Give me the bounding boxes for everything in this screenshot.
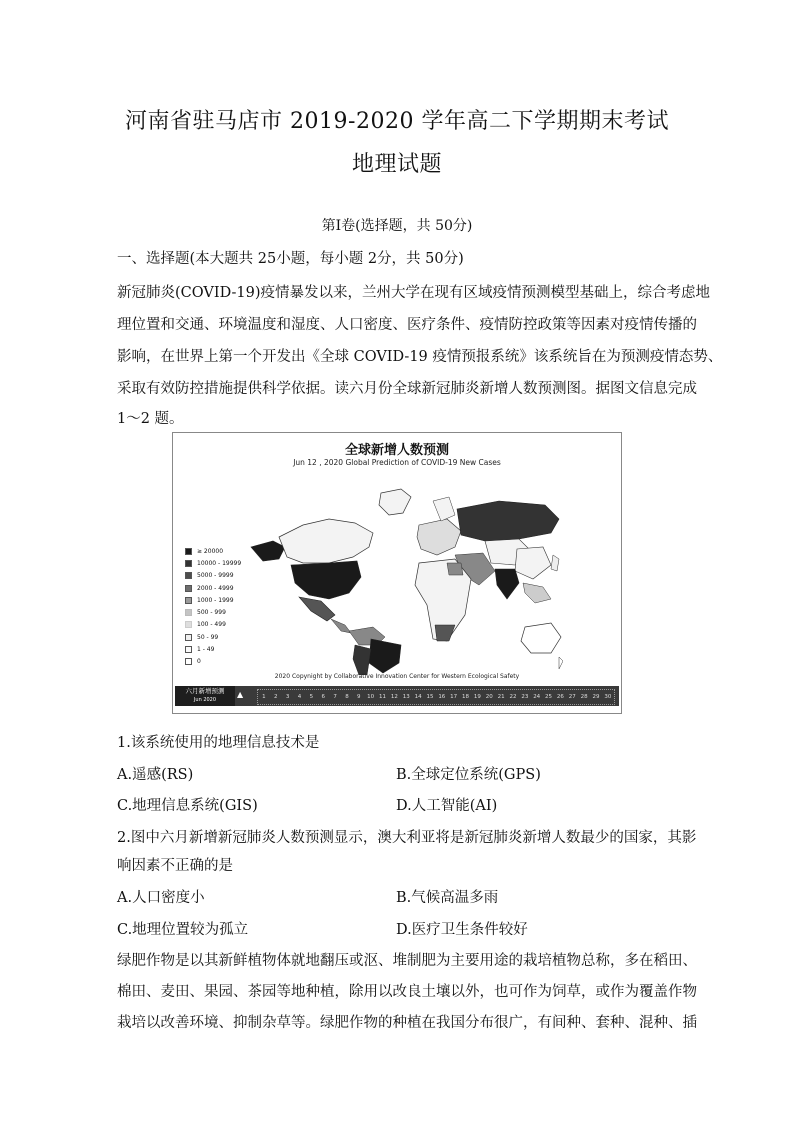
- map-china: [515, 547, 551, 579]
- legend-swatch: [185, 621, 192, 628]
- figure-title: 全球新增人数预测: [344, 443, 449, 458]
- legend-swatch: [185, 646, 192, 653]
- map-india: [495, 569, 519, 599]
- timeline-day[interactable]: 21: [497, 694, 505, 700]
- option-a[interactable]: A.遥感(RS): [117, 767, 194, 783]
- map-usa: [291, 561, 361, 599]
- timeline-day[interactable]: 7: [333, 694, 337, 700]
- map-canada: [279, 519, 373, 563]
- map-alaska: [251, 541, 285, 561]
- option-c[interactable]: C.地理位置较为孤立: [117, 922, 249, 938]
- timeline-label: [175, 686, 235, 706]
- legend-label: 0: [197, 658, 201, 666]
- question-stem: 2.图中六月新增新冠肺炎人数预测显示，澳大利亚将是新冠肺炎新增人数最少的国家，其影: [117, 830, 697, 846]
- timeline-day[interactable]: 4: [297, 694, 302, 700]
- legend-label: 100 - 499: [197, 621, 226, 629]
- intro-line: 采取有效防控措施提供科学依据。读六月份全球新冠肺炎新增人数预测图。据图文信息完成: [117, 381, 697, 397]
- legend-swatch: [185, 548, 192, 555]
- map-russia: [457, 501, 559, 541]
- intro-line: 影响，在世界上第一个开发出《全球 COVID-19 疫情预报系统》该系统旨在为预测疫情态势、: [117, 349, 723, 365]
- passage-line: 绿肥作物是以其新鲜植物体就地翻压或沤、堆制肥为主要用途的栽培植物总称，多在稻田、: [117, 953, 697, 969]
- legend-label: 1000 - 1999: [197, 596, 234, 604]
- map-japan: [551, 555, 559, 571]
- timeline-day[interactable]: 8: [345, 694, 349, 700]
- passage-line: 棉田、麦田、果园、茶园等地种植，除用以改良土壤以外，也可作为饲草，或作为覆盖作物: [117, 984, 697, 1000]
- option-d[interactable]: D.医疗卫生条件较好: [396, 922, 528, 938]
- option-b[interactable]: B.全球定位系统(GPS): [396, 767, 541, 783]
- timeline-day[interactable]: 2: [274, 694, 278, 700]
- legend-item: [185, 631, 241, 643]
- timeline-day[interactable]: 27: [568, 694, 576, 700]
- map-greenland: [379, 489, 411, 515]
- timeline-title: 六月新增预测: [185, 687, 225, 695]
- timeline-day[interactable]: 25: [545, 694, 553, 700]
- timeline-day[interactable]: 24: [533, 694, 541, 700]
- figure-subtitle: Jun 12 , 2020 Global Prediction of COVID-19 New Cases: [293, 458, 501, 467]
- timeline-bar[interactable]: [175, 686, 619, 706]
- legend-swatch: [185, 634, 192, 641]
- legend-item: [185, 643, 241, 655]
- legend-swatch: [185, 658, 192, 665]
- legend-item: [185, 594, 241, 606]
- timeline-day[interactable]: 18: [462, 694, 470, 700]
- map-mexico: [299, 597, 335, 621]
- option-a[interactable]: A.人口密度小: [117, 890, 205, 906]
- legend-item: [185, 656, 241, 668]
- intro-line: 1～2 题。: [117, 411, 184, 427]
- legend-label: 2000 - 4999: [197, 584, 234, 592]
- map-southeast-asia: [523, 583, 551, 603]
- map-south-africa: [435, 625, 455, 641]
- timeline-day[interactable]: 13: [402, 694, 410, 700]
- timeline-day[interactable]: 11: [379, 694, 387, 700]
- timeline-day[interactable]: 20: [485, 694, 493, 700]
- intro-line: 新冠肺炎(COVID-19)疫情暴发以来，兰州大学在现有区域疫情预测模型基础上，综合考虑地: [117, 285, 710, 301]
- timeline-day[interactable]: 19: [473, 694, 481, 700]
- timeline-day[interactable]: 12: [390, 694, 398, 700]
- world-map: [233, 475, 563, 675]
- timeline-day[interactable]: 29: [592, 694, 600, 700]
- timeline-days[interactable]: [257, 689, 615, 705]
- map-central-america: [331, 619, 351, 633]
- question-stem: 1.该系统使用的地理信息技术是: [117, 735, 320, 751]
- figure-copyright: 2020 Copynight by Collaborative Innovation Center for Western Ecological Safety: [274, 673, 520, 680]
- timeline-day[interactable]: 22: [509, 694, 517, 700]
- legend-item: [185, 545, 241, 557]
- option-b[interactable]: B.气候高温多雨: [396, 890, 499, 906]
- legend-label: 5000 - 9999: [197, 572, 234, 580]
- legend-swatch: [185, 572, 192, 579]
- option-c[interactable]: C.地理信息系统(GIS): [117, 798, 258, 814]
- play-icon[interactable]: ▲: [237, 690, 244, 699]
- map-australia: [521, 623, 561, 653]
- timeline-day[interactable]: 16: [438, 694, 446, 700]
- timeline-day[interactable]: 14: [414, 694, 422, 700]
- timeline-day[interactable]: 5: [309, 694, 314, 700]
- passage-line: 栽培以改善环境、抑制杂草等。绿肥作物的种植在我国分布很广，有间种、套种、混种、插: [117, 1015, 697, 1031]
- map-new-zealand: [559, 657, 563, 669]
- legend-label: 1 - 49: [197, 646, 215, 654]
- legend-label: 50 - 99: [197, 633, 219, 641]
- legend-item: [185, 557, 241, 569]
- map-europe: [417, 519, 461, 555]
- timeline-day[interactable]: 9: [357, 694, 361, 700]
- map-legend: [185, 545, 241, 668]
- section-heading: 第Ⅰ卷(选择题，共 50分): [321, 218, 473, 234]
- timeline-day[interactable]: 30: [604, 694, 612, 700]
- legend-item: [185, 570, 241, 582]
- legend-item: [185, 619, 241, 631]
- option-d[interactable]: D.人工智能(AI): [396, 798, 498, 814]
- legend-swatch: [185, 609, 192, 616]
- timeline-day[interactable]: 1: [262, 694, 266, 700]
- legend-label: ≥ 20000: [197, 547, 224, 555]
- map-egypt: [447, 563, 463, 575]
- question-stem: 响因素不正确的是: [117, 858, 233, 874]
- legend-item: [185, 606, 241, 618]
- timeline-sublabel: Jun 2020: [193, 697, 217, 703]
- legend-item: [185, 582, 241, 594]
- map-peru-chile: [353, 645, 371, 675]
- timeline-day[interactable]: 3: [285, 694, 290, 700]
- timeline-day[interactable]: 23: [521, 694, 529, 700]
- legend-swatch: [185, 585, 192, 592]
- map-scandinavia: [433, 497, 455, 521]
- timeline-day[interactable]: 26: [556, 694, 564, 700]
- timeline-day[interactable]: 6: [321, 694, 325, 700]
- legend-label: 10000 - 19999: [197, 559, 242, 567]
- timeline-day[interactable]: 28: [580, 694, 588, 700]
- timeline-day[interactable]: 17: [450, 694, 458, 700]
- map-brazil: [369, 639, 401, 673]
- document-title: 河南省驻马店市 2019-2020 学年高二下学期期末考试: [125, 109, 669, 134]
- covid-prediction-map-figure: [172, 432, 622, 714]
- timeline-day[interactable]: 15: [426, 694, 434, 700]
- intro-line: 理位置和交通、环境温度和湿度、人口密度、医疗条件、疫情防控政策等因素对疫情传播的: [117, 317, 697, 333]
- legend-label: 500 - 999: [197, 609, 226, 617]
- timeline-day[interactable]: 10: [367, 694, 375, 700]
- part-heading: 一、选择题(本大题共 25小题，每小题 2分，共 50分): [117, 251, 464, 267]
- legend-swatch: [185, 560, 192, 567]
- legend-swatch: [185, 597, 192, 604]
- document-subtitle: 地理试题: [351, 152, 442, 177]
